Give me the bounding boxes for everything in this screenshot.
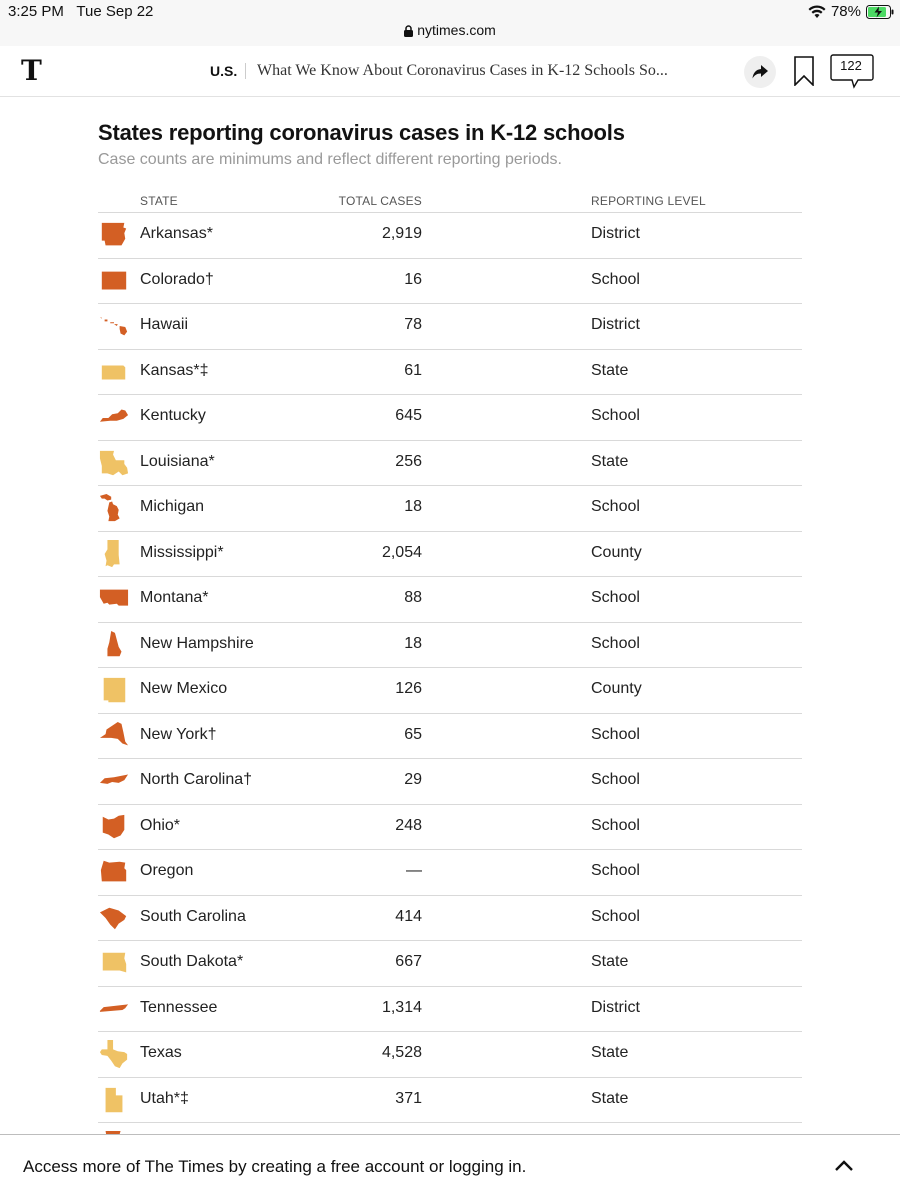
- table-row: [98, 714, 802, 760]
- reporting-level: District: [591, 316, 640, 333]
- table-row: [98, 304, 802, 350]
- url-text: nytimes.com: [417, 22, 496, 38]
- state-name: Ohio*: [140, 816, 181, 834]
- nyt-logo[interactable]: T: [21, 54, 42, 87]
- comments-count: 122: [840, 58, 862, 73]
- battery-percent: 78%: [830, 3, 861, 20]
- battery-charging-icon: [866, 5, 894, 19]
- total-cases: 414: [395, 907, 422, 925]
- state-name: Kentucky: [140, 407, 206, 424]
- state-name: Mississippi*: [140, 543, 224, 561]
- state-name: New Mexico: [140, 680, 228, 697]
- account-prompt-text[interactable]: Access more of The Times by creating a free account or logging in.: [23, 1157, 527, 1176]
- article-headline: What We Know About Coronavirus Cases in K-12 Schools So...: [257, 62, 668, 79]
- chevron-up-icon[interactable]: [834, 1159, 854, 1173]
- table-row: [98, 395, 802, 441]
- mississippi-map-icon: [98, 539, 130, 569]
- share-arrow-icon: [752, 65, 768, 79]
- table-row: [98, 1078, 802, 1124]
- total-cases: 18: [404, 634, 422, 652]
- state-name: South Carolina: [140, 907, 246, 925]
- total-cases: 667: [395, 953, 422, 970]
- table-row: [98, 941, 802, 987]
- section-link[interactable]: U.S.: [210, 63, 238, 79]
- state-name: Michigan: [140, 498, 205, 515]
- total-cases: 2,919: [381, 225, 422, 242]
- reporting-level: School: [591, 407, 640, 424]
- column-header-total-cases: TOTAL CASES: [338, 194, 422, 208]
- total-cases: 371: [395, 1089, 422, 1107]
- table-row: [98, 1032, 802, 1078]
- total-cases: 88: [404, 589, 422, 606]
- new-hampshire-map-icon: [98, 630, 130, 660]
- reporting-level: State: [591, 361, 629, 379]
- status-indicators: [808, 3, 894, 20]
- header-divider: [245, 63, 246, 79]
- reporting-level: School: [591, 589, 640, 606]
- state-name: Louisiana*: [140, 452, 215, 470]
- account-prompt-bar[interactable]: [0, 1134, 900, 1201]
- state-name: Tennessee: [140, 998, 218, 1016]
- table-header: [98, 190, 802, 213]
- michigan-map-icon: [98, 493, 130, 523]
- table-body: [98, 213, 802, 1169]
- reporting-level: School: [591, 907, 640, 925]
- reporting-level: School: [591, 498, 640, 515]
- ohio-map-icon: [98, 812, 130, 842]
- total-cases: 18: [404, 498, 422, 515]
- reporting-level: School: [591, 725, 640, 743]
- column-header-reporting-level: REPORTING LEVEL: [591, 194, 706, 208]
- total-cases: 29: [404, 771, 422, 788]
- table-subtitle: Case counts are minimums and reflect different reporting periods.: [98, 151, 562, 168]
- status-time: [8, 3, 153, 20]
- hawaii-map-icon: [98, 311, 130, 341]
- total-cases: 78: [404, 316, 422, 333]
- bookmark-button[interactable]: [794, 56, 814, 91]
- table-row: [98, 896, 802, 942]
- arkansas-map-icon: [98, 220, 130, 250]
- state-name: North Carolina†: [140, 771, 253, 788]
- kentucky-map-icon: [98, 402, 130, 432]
- total-cases: 645: [395, 407, 422, 424]
- reporting-level: School: [591, 634, 640, 652]
- state-name: Colorado†: [140, 270, 214, 288]
- state-name: South Dakota*: [140, 953, 244, 970]
- wifi-icon: [808, 5, 826, 19]
- table-row: [98, 850, 802, 896]
- table-row: [98, 577, 802, 623]
- table-title: States reporting coronavirus cases in K-12 schools: [98, 120, 625, 145]
- total-cases: 61: [404, 361, 422, 379]
- reporting-level: County: [591, 680, 642, 697]
- louisiana-map-icon: [98, 448, 130, 478]
- column-header-state: STATE: [140, 194, 178, 208]
- table-row: [98, 623, 802, 669]
- oregon-map-icon: [98, 857, 130, 887]
- state-name: New Hampshire: [140, 634, 254, 652]
- states-table: [98, 190, 802, 1169]
- total-cases: 248: [395, 816, 422, 834]
- reporting-level: State: [591, 452, 629, 470]
- montana-map-icon: [98, 584, 130, 614]
- texas-map-icon: [98, 1039, 130, 1069]
- colorado-map-icon: [98, 266, 130, 296]
- total-cases: —: [406, 862, 422, 879]
- total-cases: 2,054: [381, 543, 422, 561]
- utah-map-icon: [98, 1085, 130, 1115]
- table-row: [98, 441, 802, 487]
- state-name: Oregon: [140, 862, 194, 879]
- total-cases: 16: [404, 270, 422, 288]
- reporting-level: School: [591, 816, 640, 834]
- south-carolina-map-icon: [98, 903, 130, 933]
- reporting-level: School: [591, 270, 640, 288]
- north-carolina-map-icon: [98, 766, 130, 796]
- reporting-level: School: [591, 862, 640, 879]
- table-row: [98, 987, 802, 1033]
- reporting-level: County: [591, 543, 642, 561]
- total-cases: 256: [395, 452, 422, 470]
- tennessee-map-icon: [98, 994, 130, 1024]
- reporting-level: State: [591, 953, 629, 970]
- reporting-level: District: [591, 225, 640, 242]
- total-cases: 1,314: [381, 998, 422, 1016]
- article-header: [0, 46, 900, 97]
- table-row: [98, 486, 802, 532]
- state-name: Utah*‡: [140, 1089, 189, 1107]
- url-bar[interactable]: [0, 22, 900, 38]
- clock-date: Tue Sep 22: [76, 3, 154, 20]
- state-name: Montana*: [140, 589, 209, 606]
- state-name: Arkansas*: [140, 225, 213, 242]
- south-dakota-map-icon: [98, 948, 130, 978]
- kansas-map-icon: [98, 357, 130, 387]
- table-row: [98, 259, 802, 305]
- bookmark-icon: [794, 56, 814, 86]
- reporting-level: School: [591, 771, 640, 788]
- table-row: [98, 213, 802, 259]
- total-cases: 65: [404, 725, 422, 743]
- new-mexico-map-icon: [98, 675, 130, 705]
- lock-icon: [404, 25, 413, 37]
- comments-button[interactable]: [830, 54, 874, 95]
- table-row: [98, 805, 802, 851]
- state-name: New York†: [140, 725, 217, 743]
- reporting-level: State: [591, 1044, 629, 1061]
- new-york-map-icon: [98, 721, 130, 751]
- status-bar: [0, 0, 900, 46]
- total-cases: 4,528: [381, 1044, 422, 1061]
- table-row: [98, 759, 802, 805]
- state-name: Texas: [140, 1044, 182, 1061]
- table-row: [98, 532, 802, 578]
- clock-time: 3:25 PM: [8, 3, 64, 20]
- table-row: [98, 668, 802, 714]
- total-cases: 126: [395, 680, 422, 697]
- reporting-level: State: [591, 1089, 629, 1107]
- state-name: Kansas*‡: [140, 361, 209, 379]
- share-button[interactable]: [744, 56, 776, 88]
- table-row: [98, 350, 802, 396]
- state-name: Hawaii: [140, 316, 189, 333]
- reporting-level: District: [591, 998, 640, 1016]
